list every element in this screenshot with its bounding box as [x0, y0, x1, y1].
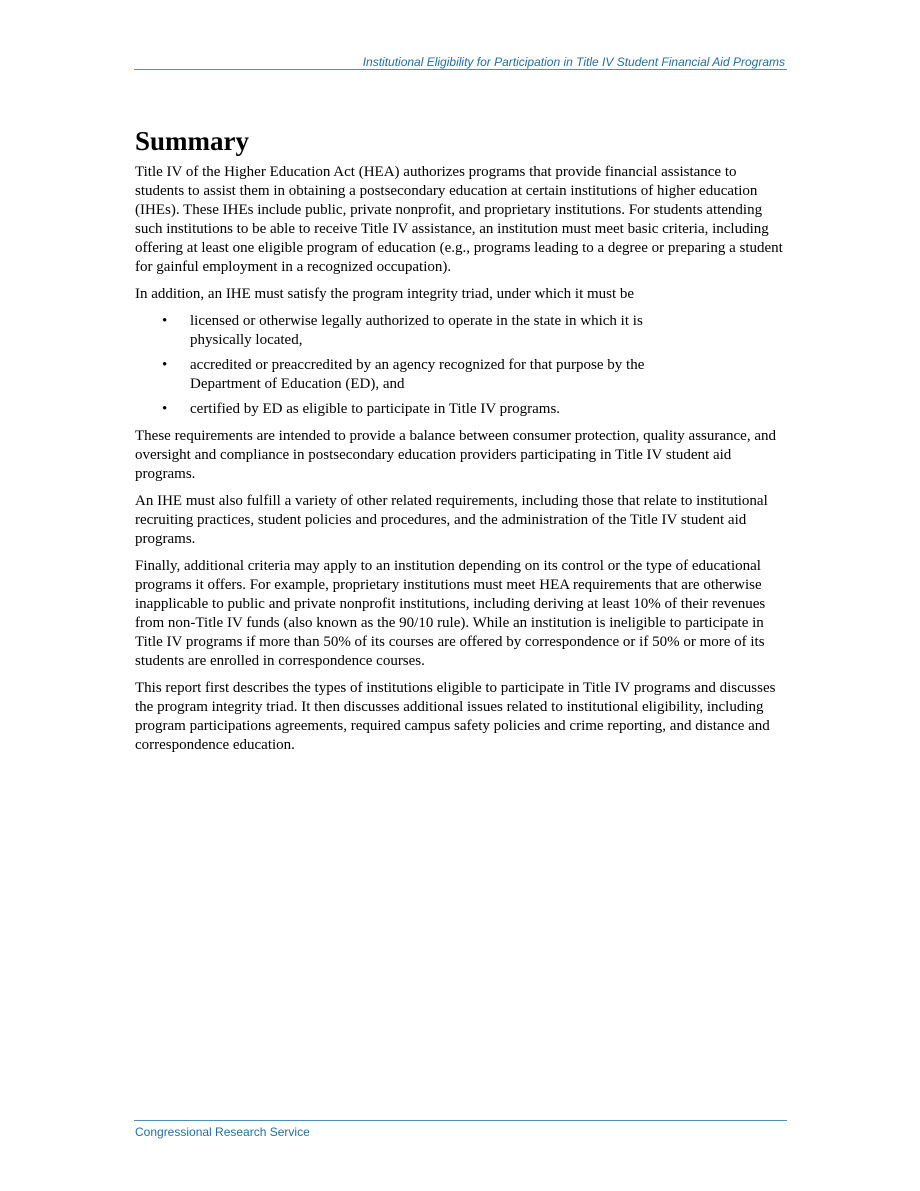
paragraph-intro-1: Title IV of the Higher Education Act (HEA) authorizes programs that provide financial assistance to students to assist them in obtaining a postsecondary education at certain institutions of higher education (IHEs). These IHEs include public, private nonprofit, and proprietary institutions. For students attending such institutions to be able to receive Title IV assistance, an institution must meet basic criteria, including offering at least one eligible program of education (e.g., programs leading to a degree or preparing a student for gainful employment in a recognized occupation).: [135, 164, 783, 275]
bullet-marker: •: [162, 357, 168, 373]
list-item: [135, 312, 700, 350]
page-title: Summary: [135, 126, 249, 156]
list-item-text: licensed or otherwise legally authorized to operate in the state in which it is physically located,: [190, 313, 643, 348]
running-header-title: Institutional Eligibility for Participation in Title IV Student Financial Aid Programs: [362, 55, 785, 69]
bullet-marker: •: [162, 401, 168, 417]
paragraph-related-requirements: An IHE must also fulfill a variety of other related requirements, including those that relate to institutional recruiting practices, student policies and procedures, and the administration of the Title IV student aid programs.: [135, 493, 768, 547]
triad-list: [135, 312, 787, 419]
paragraph-report-overview: This report first describes the types of institutions eligible to participate in Title IV programs and discusses the program integrity triad. It then discusses additional issues related to institutional eligibility, including program participations agreements, required campus safety policies and crime reporting, and distance and correspondence education.: [135, 680, 776, 753]
page-body: [135, 124, 787, 763]
running-footer: [134, 1120, 787, 1141]
paragraph-intro-2: In addition, an IHE must satisfy the program integrity triad, under which it must be: [135, 286, 635, 302]
running-header: [134, 53, 787, 70]
paragraph-requirements: These requirements are intended to provide a balance between consumer protection, quality assurance, and oversight and compliance in postsecondary education providers participating in Title IV student aid programs.: [135, 428, 776, 482]
list-item-text: accredited or preaccredited by an agency recognized for that purpose by the Department of Education (ED), and: [190, 357, 645, 392]
list-item: [135, 400, 700, 419]
bullet-marker: •: [162, 313, 168, 329]
list-item-text: certified by ED as eligible to participate in Title IV programs.: [190, 401, 561, 417]
footer-publisher: Congressional Research Service: [135, 1125, 310, 1139]
paragraph-additional-criteria: Finally, additional criteria may apply to an institution depending on its control or the type of educational programs it offers. For example, proprietary institutions must meet HEA requirements that are otherwise inapplicable to public and private nonprofit institutions, including deriving at least 10% of their revenues from non-Title IV funds (also known as the 90/10 rule). While an institution is ineligible to participate in Title IV programs if more than 50% of its courses are offered by correspondence or if 50% or more of its students are enrolled in correspondence courses.: [135, 558, 766, 669]
list-item: [135, 356, 700, 394]
